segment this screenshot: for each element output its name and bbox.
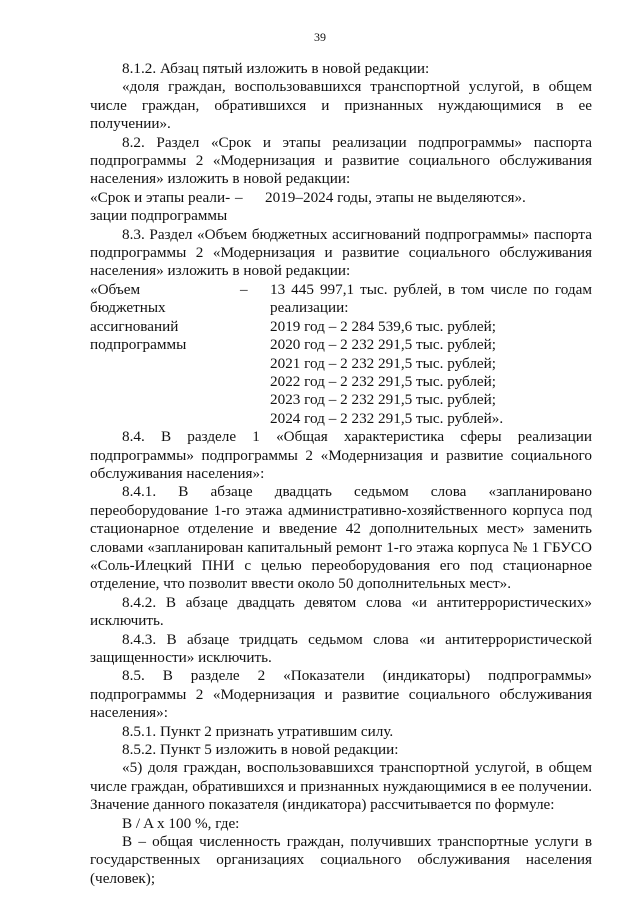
paragraph-8-4-3: 8.4.3. В абзаце тридцать седьмом слова «и антитеррористической защищенности» исключить. xyxy=(90,630,592,666)
paragraph-quote-indicator: «доля граждан, воспользовавшихся транспортной услугой, в общем числе граждан, обратившихся и признанных нуждающимися в ее получении». xyxy=(90,78,592,133)
budget-row xyxy=(90,281,592,428)
budget-year: 2020 год – 2 232 291,5 тыс. рублей; xyxy=(270,336,497,354)
paragraph-b-definition: B – общая численность граждан, получивших транспортные услуги в государственных организациях социального обслуживания населения (человек); xyxy=(90,833,592,887)
paragraph-8-5-2: 8.5.2. Пункт 5 изложить в новой редакции: xyxy=(122,741,399,759)
paragraph-8-5-1: 8.5.1. Пункт 2 признать утратившим силу. xyxy=(122,722,394,740)
budget-year: 2019 год – 2 284 539,6 тыс. рублей; xyxy=(270,317,497,335)
budget-label-line: ассигнований xyxy=(90,317,179,335)
term-label-line: «Срок и этапы реали- xyxy=(90,188,231,206)
paragraph-8-4: 8.4. В разделе 1 «Общая характеристика сферы реализации подпрограммы» подпрограммы 2 «Модернизация и развитие социального обслуживания населения»: xyxy=(90,428,592,482)
budget-label-line: бюджетных xyxy=(90,299,166,317)
term-row xyxy=(90,189,592,226)
term-label-line: зации подпрограммы xyxy=(90,207,228,225)
budget-year: 2023 год – 2 232 291,5 тыс. рублей; xyxy=(270,391,497,409)
term-value: 2019–2024 годы, этапы не выделяются». xyxy=(265,188,526,206)
budget-year: 2022 год – 2 232 291,5 тыс. рублей; xyxy=(270,372,497,390)
paragraph-item-5: «5) доля граждан, воспользовавшихся транспортной услугой, в общем числе граждан, обратившихся и признанных нуждающимися в ее получении. Значение данного показателя (индикатора) рассчитывается по формуле: xyxy=(90,759,592,814)
paragraph-formula: B / A x 100 %, где: xyxy=(122,814,240,832)
paragraph-8-3: 8.3. Раздел «Объем бюджетных ассигнований подпрограммы» паспорта подпрограммы 2 «Модернизация и развитие социального обслуживания населения» изложить в новой редакции: xyxy=(90,225,592,280)
budget-value xyxy=(270,281,592,428)
budget-year: 2024 год – 2 232 291,5 тыс. рублей». xyxy=(270,409,504,427)
budget-label-line: подпрограммы xyxy=(90,336,187,354)
term-dash: – xyxy=(235,188,243,206)
paragraph-8-2: 8.2. Раздел «Срок и этапы реализации подпрограммы» паспорта подпрограммы 2 «Модернизация и развитие социального обслуживания населения» изложить в новой редакции: xyxy=(90,133,592,188)
budget-label xyxy=(90,281,240,428)
paragraph-8-4-1: 8.4.1. В абзаце двадцать седьмом слова «запланировано переоборудование 1-го этажа административно-хозяйственного корпуса под стационарное отделение и введение 42 дополнительных мест» заменить словами «запланирован капитальный ремонт 1-го этажа корпуса № 1 ГБУСО «Соль-Илецкий ПНИ с целью переоборудования его под стационарное отделение, что позволит ввести около 50 дополнительных мест». xyxy=(90,483,592,593)
term-label xyxy=(90,189,235,226)
budget-total: 13 445 997,1 тыс. рублей, в том числе по годам реализации: xyxy=(270,280,592,317)
budget-label-line: «Объем xyxy=(90,280,141,298)
page-number: 39 xyxy=(314,30,326,44)
paragraph-8-1-2: 8.1.2. Абзац пятый изложить в новой редакции: xyxy=(122,60,430,77)
paragraph-8-4-2: 8.4.2. В абзаце двадцать девятом слова «и антитеррористических» исключить. xyxy=(90,593,592,630)
document-body xyxy=(90,60,592,888)
budget-year: 2021 год – 2 232 291,5 тыс. рублей; xyxy=(270,354,497,372)
paragraph-8-5: 8.5. В разделе 2 «Показатели (индикаторы) подпрограммы» подпрограммы 2 «Модернизация и развитие социального обслуживания населения»: xyxy=(90,667,592,722)
budget-dash: – xyxy=(240,280,248,298)
